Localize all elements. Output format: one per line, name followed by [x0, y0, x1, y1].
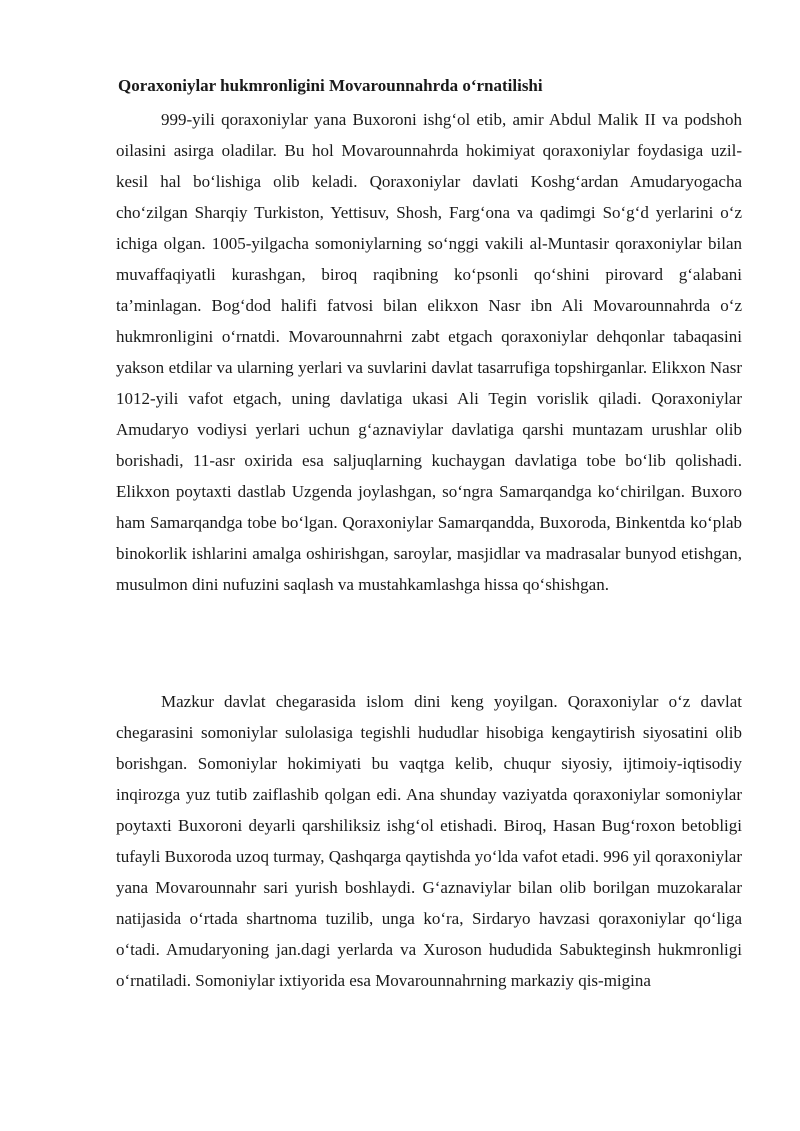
paragraph: 999-yili qoraxoniylar yana Buxoroni ishg‘ol etib, amir Abdul Malik II va podshoh oilasini asirga oladilar. Bu hol Movarounnahrda hokimiyat qoraxoniylar foydasiga uzil-kesil hal bo‘lishiga olib keladi. Qoraxoniylar davlati Koshg‘ardan Amudaryogacha cho‘zilgan Sharqiy Turkiston, Yettisuv, Shosh, Farg‘ona va qadimgi So‘g‘d yerlarini o‘z ichiga olgan. 1005-yilgacha somoniylarning so‘nggi vakili al-Muntasir qoraxoniylar bilan muvaffaqiyatli kurashgan, biroq raqibning ko‘psonli qo‘shini pirovard g‘alabani ta’minlagan. Bog‘dod halifi fatvosi bilan elikxon Nasr ibn Ali Movarounnahrda o‘z hukmronligini o‘rnatdi. Movarounnahrni zabt etgach qoraxoniylar dehqonlar tabaqasini yakson etdilar va ularning yerlari va suvlarini davlat tasarrufiga topshirganlar. Elikxon Nasr 1012-yili vafot etgach, uning davlatiga ukasi Ali Tegin vorislik qiladi. Qoraxoniylar Amudaryo vodiysi yerlari uchun g‘aznaviylar davlatiga qarshi muntazam urushlar olib borishadi, 11-asr oxirida esa saljuqlarning kuchaygan davlatiga tobe bo‘lib qolishadi. Elikxon poytaxti dastlab Uzgenda joylashgan, so‘ngra Samarqandga ko‘chirilgan. Buxoro ham Samarqandga tobe bo‘lgan. Qoraxoniylar Samarqandda, Buxoroda, Binkentda ko‘plab binokorlik ishlarini amalga oshirishgan, saroylar, masjidlar va madrasalar bunyod etishgan, musulmon dini nufuzini saqlash va mustahkamlashga hissa qo‘shishgan.	[116, 110, 742, 594]
paragraph: Mazkur davlat chegarasida islom dini keng yoyilgan. Qoraxoniylar o‘z davlat chegarasini somoniylar sulolasiga tegishli hududlar hisobiga kengaytirish siyosatini olib borishgan. Somoniylar hokimiyati bu vaqtga kelib, chuqur siyosiy, ijtimoiy-iqtisodiy inqirozga yuz tutib zaiflashib qolgan edi. Ana shunday vaziyatda qoraxoniylar somoniylar poytaxti Buxoroni deyarli qarshiliksiz ishg‘ol etishadi. Biroq, Hasan Bug‘roxon betobligi tufayli Buxoroda uzoq turmay, Qashqarga qaytishda yo‘lda vafot etadi. 996 yil qoraxoniylar yana Movarounnahr sari yurish boshlaydi. G‘aznaviylar bilan olib borilgan muzokaralar natijasida o‘rtada shartnoma tuzilib, unga ko‘ra, Sirdaryo havzasi qoraxoniylar qo‘liga o‘tadi. Amudaryoning jan.dagi yerlarda va Xuroson hududida Sabukteginsh hukmronligi o‘rnatiladi. Somoniylar ixtiyorida esa Movarounnahrning markaziy qis-migina	[116, 692, 743, 990]
page-title: Qoraxoniylar hukmronligini Movarounnahrda o‘rnatilishi	[118, 76, 543, 95]
